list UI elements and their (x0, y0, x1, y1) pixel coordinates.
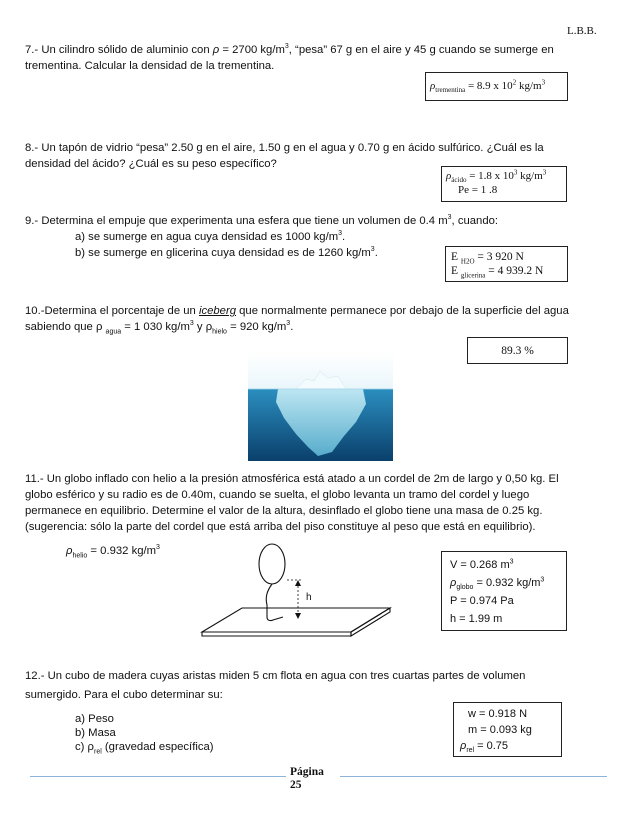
p9-e2-val: = 4 939.2 N (485, 265, 544, 277)
p11-ans-p: P = 0.974 Pa (450, 595, 514, 607)
balloon-diagram (155, 535, 425, 650)
p12-ans-w: w = 0.918 N (468, 708, 528, 720)
p7-ans-rho: ρ (430, 80, 436, 92)
p8-ans-unit-exp: 3 (542, 168, 547, 177)
problem-10 (25, 303, 613, 335)
p9-e1: E (451, 251, 461, 263)
p12-items (75, 712, 214, 754)
p11-ans-rg: ρ (450, 577, 457, 589)
floor-plate-side (351, 608, 390, 636)
p7-exp: 3 (284, 43, 289, 51)
p9-e1-val: = 3 920 N (474, 251, 524, 263)
p9-b-exp: 3 (370, 246, 375, 254)
p9-a (25, 231, 345, 243)
p12-a: a) Peso (75, 713, 114, 725)
p7-ans-unit-exp: 3 (541, 78, 546, 87)
p8-ans-rho: ρ (446, 170, 452, 182)
p10-l2d: = 920 kg/m (226, 321, 287, 333)
p11-line3: permanece en equilibrio. Determine el valor de la altura, desinflado el globo tiene una masa de 0.25 kg. (25, 505, 543, 517)
p12-line2: sumergido. Para el cubo determinar su: (25, 689, 223, 701)
p7-text2: = 2700 kg/m (219, 44, 285, 56)
p9-e2: E (451, 265, 461, 277)
p9-line1-exp: 3 (447, 214, 452, 222)
p12-ans-r: ρ (460, 740, 467, 752)
p7-line2: trementina. Calcular la densidad de la trementina. (25, 60, 275, 72)
p11-ans-rg-sub: globo (456, 584, 474, 592)
p8-ans-unit: kg/m (517, 170, 543, 182)
footer-page (286, 766, 340, 792)
p12-ans-m: m = 0.093 kg (468, 724, 532, 736)
p11-answer-box (441, 551, 567, 631)
p11-line4: (sugerencia: sólo la parte del cordel que está arriba del piso constituye al peso que está en equilibrio). (25, 521, 536, 533)
p9-line1b: , cuando: (451, 215, 499, 227)
p8-ans-exp: 3 (513, 168, 518, 177)
header-initials: L.B.B. (567, 25, 597, 37)
p12-c2: (gravedad específica) (101, 741, 214, 753)
floor-plate-top (202, 608, 390, 632)
p11-ans-v: V = 0.268 m (450, 559, 510, 571)
p11-rho: ρ (66, 545, 73, 557)
p10-l2a: sabiendo que ρ (25, 321, 106, 333)
p10-l2e: . (290, 321, 294, 333)
iceberg-image (248, 352, 393, 461)
p11-ans-h: h = 1.99 m (450, 613, 503, 625)
p9-b (25, 247, 378, 259)
balloon (259, 544, 285, 584)
p9-e2-sub: glicerina (460, 271, 486, 280)
height-arrow-up (295, 580, 301, 586)
height-arrow-down (295, 613, 301, 619)
problem-7 (25, 42, 615, 74)
p11-ans-v-exp: 3 (509, 558, 514, 566)
p8-ans-val: = 1.8 x 10 (466, 170, 514, 182)
p10-l1i: iceberg (198, 305, 237, 317)
p10-l1a: 10.-Determina el porcentaje de un (25, 305, 199, 317)
problem-12 (25, 667, 613, 705)
floor-plate-front (202, 632, 351, 636)
problem-11 (25, 471, 613, 535)
p10-l2b: = 1 030 kg/m (121, 321, 190, 333)
p7-ans-val: = 8.9 x 10 (465, 80, 513, 92)
p9-a-exp: 3 (338, 230, 343, 238)
p12-c1: c) ρ (75, 741, 94, 753)
p11-rho-exp: 3 (156, 544, 160, 552)
footer-label: Página (290, 766, 324, 778)
p11-rho-val: = 0.932 kg/m (87, 545, 157, 557)
p12-c-sub: rel (93, 748, 102, 756)
p10-l2exp2: 3 (286, 320, 291, 328)
p7-ans-unit: kg/m (516, 80, 542, 92)
p10-answer-box (467, 337, 568, 364)
p12-line1: 12.- Un cubo de madera cuyas aristas miden 5 cm flota en agua con tres cuartas partes de volumen (25, 670, 526, 682)
p8-line1: 8.- Un tapón de vidrio “pesa” 2.50 g en el aire, 1.50 g en el agua y 0.70 g en ácido sulfúrico. ¿Cuál es la (25, 142, 544, 154)
p11-ans-rg-exp: 3 (540, 576, 545, 584)
p11-rho-helio (66, 543, 160, 559)
p10-l2c: y ρ (193, 321, 213, 333)
p10-l2sub2: hielo (212, 328, 227, 336)
p8-ans-sub: ácido (451, 176, 467, 185)
p11-line2: globo esférico y su radio es de 0.40m, cuando se suelta, el globo levanta un tramo del cordel y luego (25, 489, 530, 501)
p7-rho: ρ (212, 44, 220, 56)
p9-e1-sub: H2O (460, 257, 475, 266)
p12-ans-r-sub: rel (466, 747, 475, 755)
p8-line2: densidad del ácido? ¿Cuál es su peso específico? (25, 158, 277, 170)
p7-text1: 7.- Un cilindro sólido de aluminio con (25, 44, 213, 56)
p10-l1b: que normalmente permanece por debajo de la superficie del agua (236, 305, 569, 317)
p12-c (75, 740, 214, 754)
p11-ans-rg-val: = 0.932 kg/m (473, 577, 541, 589)
p7-answer-box (425, 72, 568, 101)
p9-b-text: b) se sumerge en glicerina cuya densidad es de 1260 kg/m (75, 247, 371, 259)
p9-answer-box (445, 246, 568, 282)
p9-line1a: 9.- Determina el empuje que experimenta una esfera que tiene un volumen de 0.4 m (25, 215, 448, 227)
p12-answer-box (453, 702, 562, 757)
height-label: h (306, 592, 312, 603)
p7-ans-sub: trementina (435, 86, 466, 95)
p11-rho-sub: helio (72, 552, 88, 560)
p8-answer-box (441, 166, 567, 202)
string-on-floor (267, 617, 283, 621)
p9-b-end: . (374, 247, 378, 259)
p9-a-text: a) se sumerge en agua cuya densidad es 1000 kg/m (75, 231, 339, 243)
balloon-string (266, 584, 272, 617)
p11-line1: 11.- Un globo inflado con helio a la presión atmosférica está atado a un cordel de 2m de largo y 0,50 kg. El (25, 473, 559, 485)
footer-number: 25 (290, 779, 302, 791)
p8-ans-pe: Pe = 1 .8 (458, 184, 498, 196)
p12-ans-r-val: = 0.75 (474, 740, 509, 752)
p10-l2exp1: 3 (189, 320, 194, 328)
p7-text3: , “pesa” 67 g en el aire y 45 g cuando se sumerge en (288, 44, 554, 56)
p12-b: b) Masa (75, 727, 116, 739)
p9-a-end: . (342, 231, 346, 243)
p10-l2sub1: agua (105, 328, 122, 336)
p7-ans-exp: 2 (512, 78, 517, 87)
p10-answer: 89.3 % (501, 345, 534, 357)
